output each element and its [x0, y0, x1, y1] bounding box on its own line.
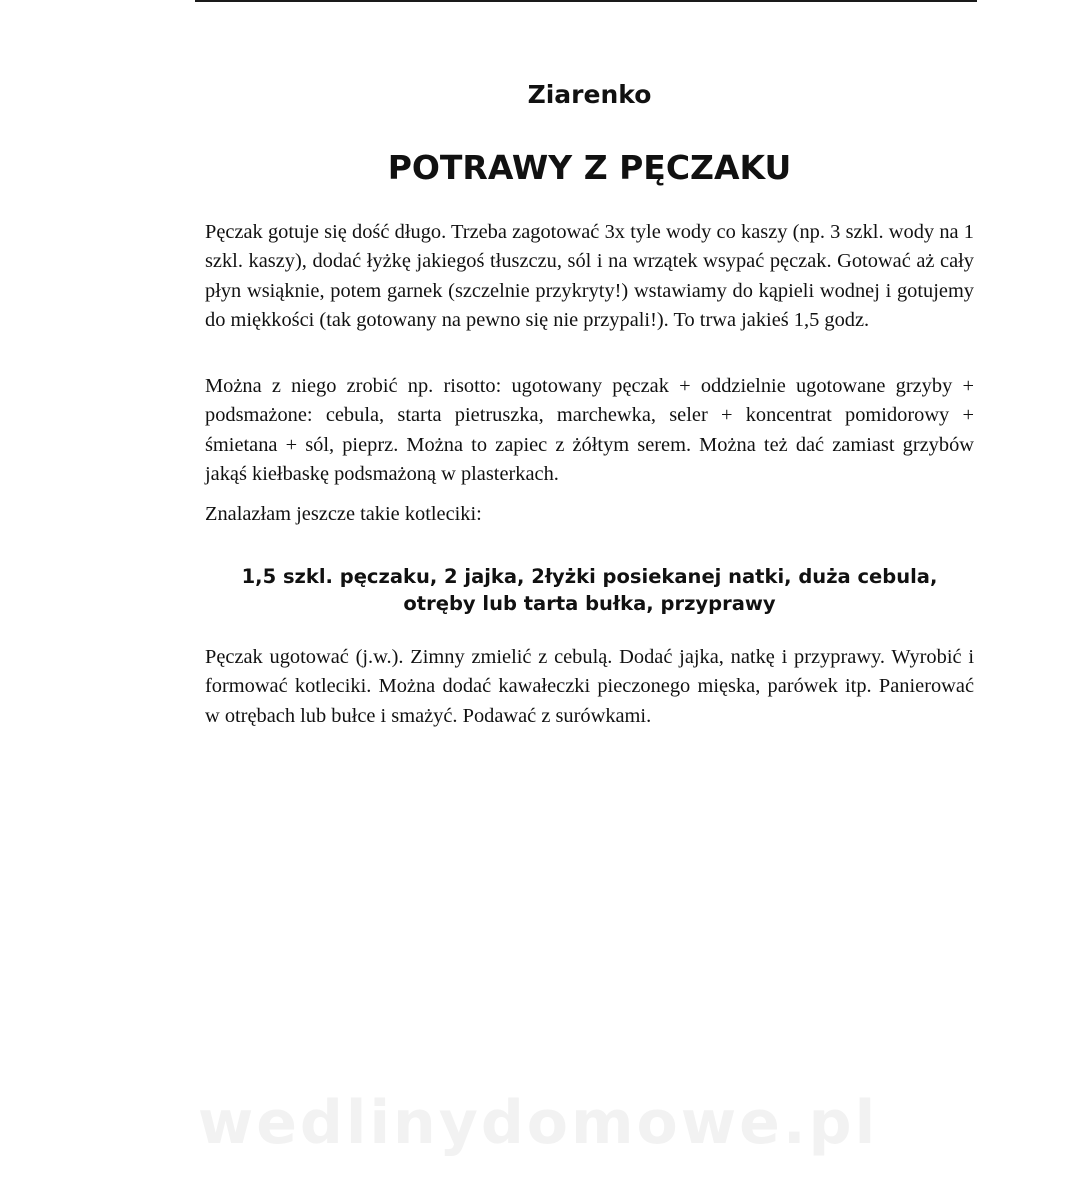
watermark: wedlinydomowe.pl	[197, 1088, 879, 1158]
paragraph-intro-cutlets: Znalazłam jeszcze takie kotleciki:	[205, 503, 482, 525]
paragraph-risotto: Można z niego zrobić np. risotto: ugotowany pęczak + oddzielnie ugotowane grzyby + podsmażone: cebula, starta pietruszka, marchewka, seler + koncentrat pomidorowy + śmietana + sól, pieprz. Można to zapiec z żółtym serem. Można też dać zamiast grzybów jakąś kiełbaskę podsmażoną w plasterkach.	[205, 375, 974, 485]
top-rule	[195, 0, 977, 2]
page-title: POTRAWY Z PĘCZAKU	[387, 148, 792, 187]
paragraph-cooking-instructions: Pęczak gotuje się dość długo. Trzeba zagotować 3x tyle wody co kaszy (np. 3 szkl. wody na 1 szkl. kaszy), dodać łyżkę jakiegoś tłuszczu, sól i na wrzątek wsypać pęczak. Gotować aż cały płyn wsiąknie, potem garnek (szczelnie przykryty!) wstawiamy do kąpieli wodnej i gotujemy do miękkości (tak gotowany na pewno się nie przypali!). To trwa jakieś 1,5 godz.	[205, 221, 974, 331]
ingredients-heading: 1,5 szkl. pęczaku, 2 jajka, 2łyżki posiekanej natki, duża cebula, otręby lub tarta bułka, przyprawy	[241, 565, 938, 615]
author-name: Ziarenko	[527, 80, 652, 109]
paragraph-cutlet-recipe: Pęczak ugotować (j.w.). Zimny zmielić z cebulą. Dodać jajka, natkę i przyprawy. Wyrobić i formować kotleciki. Można dodać kawałeczki pieczonego mięska, parówek itp. Panierować w otrębach lub bułce i smażyć. Podawać z surówkami.	[205, 646, 974, 727]
